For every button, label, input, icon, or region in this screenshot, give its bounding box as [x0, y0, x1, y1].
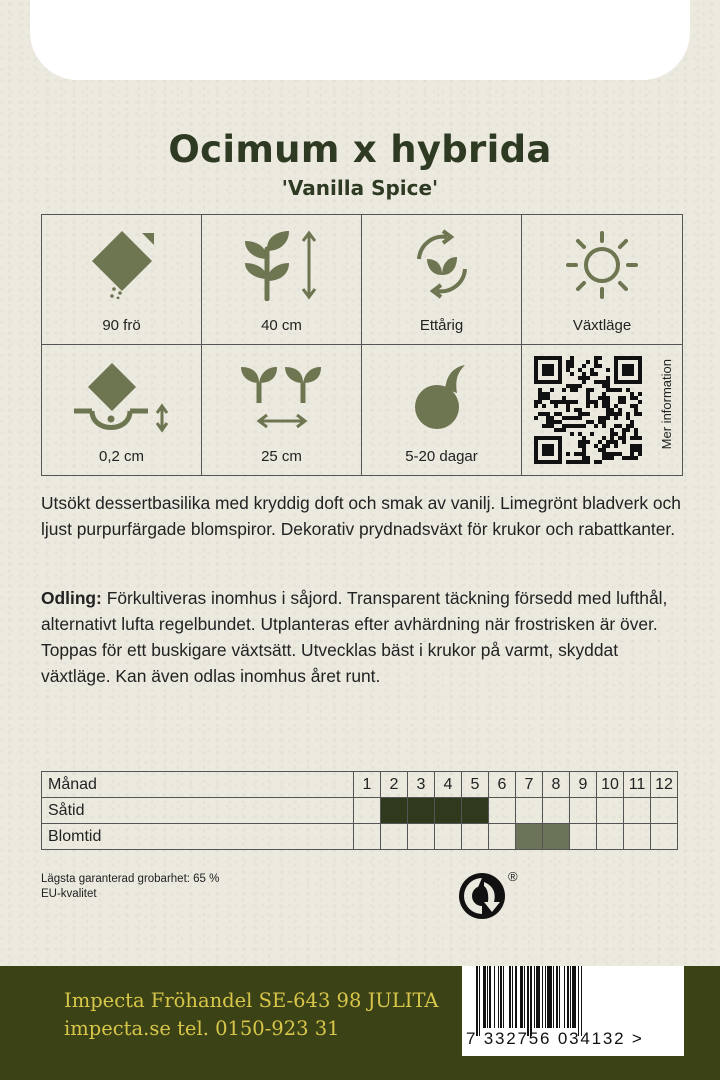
height-label: 40 cm — [261, 317, 302, 334]
germination-time-label: 5-20 dagar — [405, 448, 478, 465]
month-8: 8 — [543, 772, 570, 798]
seed-count-cell — [42, 215, 202, 345]
sun-icon — [564, 229, 640, 299]
hang-tab-cutout — [30, 0, 690, 80]
cultivation-heading: Odling: — [41, 588, 102, 608]
germination-rate: Lägsta garanterad grobarhet: 65 % — [41, 873, 220, 885]
company-contact: impecta.se tel. 0150-923 31 — [64, 1017, 340, 1040]
growing-calendar — [41, 771, 678, 850]
sprouting-seed-icon — [407, 359, 477, 433]
calendar-cell — [408, 798, 435, 824]
calendar-cell — [543, 824, 570, 850]
month-5: 5 — [462, 772, 489, 798]
lifecycle-cell — [362, 215, 522, 345]
company-address: Impecta Fröhandel SE-643 98 JULITA — [64, 989, 439, 1012]
calendar-cell — [489, 824, 516, 850]
lifecycle-label: Ettårig — [419, 317, 464, 334]
sowing-depth-cell — [42, 345, 202, 475]
registered-trademark: ® — [508, 869, 518, 884]
calendar-cell — [381, 824, 408, 850]
calendar-cell — [381, 798, 408, 824]
qr-code-cell — [522, 345, 682, 475]
sowing-time-row — [42, 798, 678, 824]
calendar-header-row — [42, 772, 678, 798]
barcode-number: 7 332756 034132 > — [466, 1029, 644, 1048]
eu-quality: EU-kvalitet — [41, 888, 97, 900]
calendar-cell — [462, 824, 489, 850]
more-info-label: Mer information — [659, 359, 674, 450]
plant-height-icon — [237, 229, 327, 301]
plant-spacing-icon — [237, 359, 327, 433]
location-label: Växtläge — [572, 317, 632, 334]
calendar-cell — [435, 798, 462, 824]
barcode-bars — [476, 966, 672, 1028]
germination-time-cell — [362, 345, 522, 475]
calendar-cell — [651, 824, 678, 850]
month-3: 3 — [408, 772, 435, 798]
calendar-cell — [597, 798, 624, 824]
sowing-depth-icon — [72, 359, 172, 433]
cultivation-text: Förkultiveras inomhus i såjord. Transparent täckning försedd med lufthål, alternativt lufta regelbundet. Utplanteras efter avhärdning när frostrisken är över. Toppas för ett buskigare växtsätt. Utvecklas bäst i krukor på varmt, skyddat växtläge. Kan även odlas inomhus året runt. — [41, 588, 668, 686]
cultivation-instructions — [41, 585, 686, 689]
calendar-cell — [516, 798, 543, 824]
plant-spacing-cell — [202, 345, 362, 475]
bloom-time-row — [42, 824, 678, 850]
calendar-cell — [624, 798, 651, 824]
month-12: 12 — [651, 772, 678, 798]
growing-info-grid — [41, 214, 683, 476]
calendar-cell — [408, 824, 435, 850]
calendar-cell — [651, 798, 678, 824]
month-1: 1 — [354, 772, 381, 798]
sowing-depth-label: 0,2 cm — [98, 448, 144, 465]
month-10: 10 — [597, 772, 624, 798]
germination-guarantee — [41, 872, 219, 902]
green-dot-recycle-icon — [458, 872, 506, 920]
cultivar-name: 'Vanilla Spice' — [281, 176, 439, 200]
barcode — [462, 966, 684, 1056]
seed-count-label: 90 frö — [102, 317, 141, 334]
calendar-cell — [570, 824, 597, 850]
month-11: 11 — [624, 772, 651, 798]
calendar-cell — [489, 798, 516, 824]
qr-code[interactable] — [534, 356, 642, 464]
month-7: 7 — [516, 772, 543, 798]
calendar-cell — [462, 798, 489, 824]
calendar-cell — [435, 824, 462, 850]
height-cell — [202, 215, 362, 345]
annual-cycle-icon — [407, 229, 477, 299]
calendar-cell — [570, 798, 597, 824]
calendar-cell — [624, 824, 651, 850]
calendar-cell — [543, 798, 570, 824]
description: Utsökt dessertbasilika med kryddig doft och smak av vanilj. Limegrönt bladverk och ljust purpurfärgade blomspiror. Dekorativ prydnadsväxt för krukor och rabattkanter. — [41, 493, 681, 539]
calendar-cell — [354, 798, 381, 824]
month-9: 9 — [570, 772, 597, 798]
calendar-cell — [597, 824, 624, 850]
calendar-cell — [516, 824, 543, 850]
month-4: 4 — [435, 772, 462, 798]
month-6: 6 — [489, 772, 516, 798]
seed-packet-icon — [82, 229, 162, 299]
plant-title: Ocimum x hybrida — [168, 128, 552, 171]
month-heading: Månad — [42, 772, 354, 798]
plant-spacing-label: 25 cm — [261, 448, 302, 465]
month-2: 2 — [381, 772, 408, 798]
sowing-time-label: Såtid — [42, 798, 354, 824]
bloom-time-label: Blomtid — [42, 824, 354, 850]
location-cell — [522, 215, 682, 345]
calendar-cell — [354, 824, 381, 850]
